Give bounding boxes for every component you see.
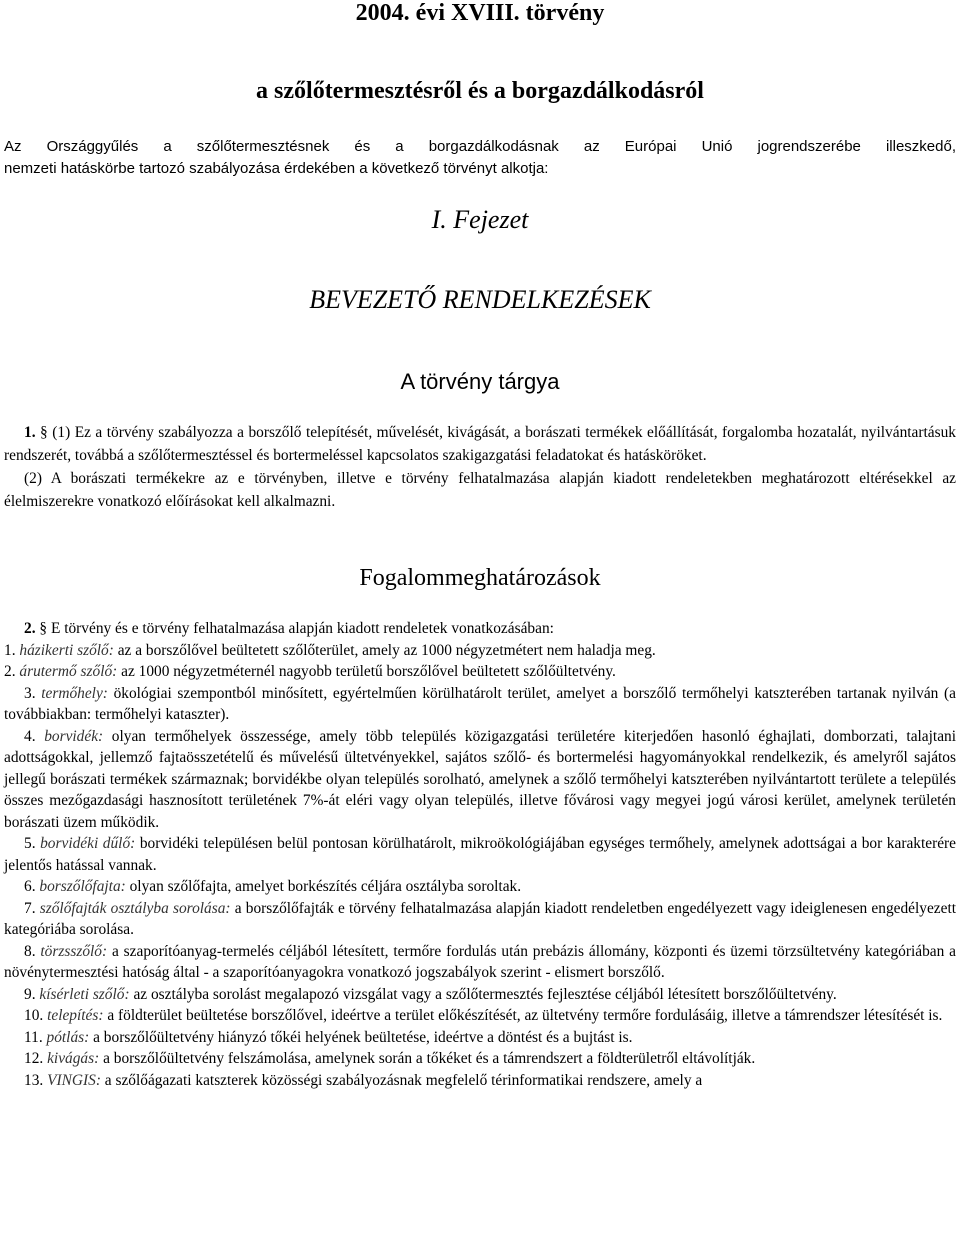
definitions-heading: Fogalommeghatározások	[359, 565, 601, 591]
definition-text: a borszőlőültetvény felszámolása, amelynek során a tőkéket és a támrendszert a földterületről eltávolítják.	[99, 1050, 756, 1067]
definition-term: házikerti szőlő:	[19, 641, 114, 659]
definition-item	[4, 661, 956, 683]
definition-number: 6.	[24, 878, 40, 895]
definition-item	[4, 833, 956, 876]
law-subtitle: a szőlőtermesztésről és a borgazdálkodásról	[256, 78, 704, 104]
definition-number: 9.	[24, 985, 40, 1003]
definition-item	[4, 1070, 956, 1092]
definition-text: a földterület beültetése borszőlővel, ideértve a terület előkészítését, az ültetvény termőre fordulásáig, illetve a támrendszer létesítését is.	[103, 1007, 943, 1024]
section-1-paragraph-2: (2) A borászati termékekre az e törvényben, illetve e törvény felhatalmazása alapján kiadott rendeletekben meghatározott eltérésekkel az élelmiszerekre vonatkozó előírásokat kell alkalmazni.	[4, 470, 956, 510]
chapter-heading: I. Fejezet	[431, 205, 529, 234]
definition-text: ökológiai szempontból minősített, egyértelműen körülhatárolt terület, amelyet a borszőlő termőhelyi katszterében tartanak nyilván (a továbbiakban: termőhelyi kataszter).	[4, 684, 956, 723]
definition-text: olyan szőlőfajta, amelyet borkészítés céljára osztályba soroltak.	[125, 878, 522, 895]
definition-text: a borszőlőfajták e törvény felhatalmazása alapján kiadott rendeletben engedélyezett vagy ideiglenesen engedélyezett kategóriába sorolása.	[4, 899, 957, 938]
definition-text: az a borszőlővel beültetett szőlőterület, amely az 1000 négyzetmétert nem haladja meg.	[113, 641, 656, 659]
definition-item	[4, 898, 956, 941]
definition-number: 1.	[4, 641, 20, 659]
definition-text: az osztályba sorolást megalapozó vizsgálat vagy a szőlőtermesztés fejlesztése céljából létesített borszőlőültetvény.	[129, 985, 837, 1003]
definition-item	[4, 941, 956, 984]
definition-item	[4, 640, 956, 662]
section-2-intro-text: E törvény és e törvény felhatalmazása alapján kiadott rendeletek vonatkozásában:	[47, 620, 554, 637]
definition-number: 5.	[24, 835, 41, 852]
section-1-text-1: (1) Ez a törvény szabályozza a borszőlő telepítését, művelését, kivágását, a borászati termékek előállítását, forgalomba hozatalát, nyilvántartásuk rendszerét, továbbá a szőlőtermesztéssel és bortermeléssel kapcsolatos szakigazgatási feladatokat és hatásköröket.	[4, 424, 956, 464]
definition-number: 11.	[24, 1028, 47, 1046]
definition-text: olyan termőhelyek összessége, amely több település közigazgatási területére kiterjedően hasonló éghajlati, domborzati, talajtani adottságokkal, jellemző fajtaösszetételű és művelésű ültetvényekkel, sajátos szőlő- és bortermelési hagyományokkal rendelkezik, és amelyről sajátos jellegű borászati termékek származnak; borvidékbe olyan település sorolható, amelynek a szőlő termőhelyi katszterében nyilvántartott területe a település összes mezőgazdasági hasznosított területének 7%-át eléri vagy olyan település, illetve fővárosi vagy megyei jogú városi kerület, amelynek területén borászati üzem működik.	[4, 727, 956, 831]
definition-item	[4, 984, 956, 1006]
definition-text: a borszőlőültetvény hiányzó tőkéi helyének beültetése, ideértve a döntést és a bujtást is.	[89, 1028, 633, 1046]
section-1-number: 1.	[24, 424, 36, 441]
definition-number: 2.	[4, 663, 20, 680]
definition-number: 12.	[24, 1050, 48, 1067]
definition-term: termőhely:	[41, 684, 108, 702]
definition-number: 7.	[24, 899, 40, 917]
preamble	[4, 136, 956, 180]
definition-term: árutermő szőlő:	[19, 663, 118, 680]
definition-term: kísérleti szőlő:	[39, 985, 130, 1003]
section-2-intro	[4, 618, 956, 640]
definition-item	[4, 683, 956, 726]
section-1	[4, 421, 956, 513]
definition-term: borvidék:	[44, 727, 104, 745]
definition-number: 10.	[24, 1007, 48, 1024]
law-title: 2004. évi XVIII. törvény	[355, 0, 605, 26]
definition-text: a szőlőágazati katszterek közösségi szabályozásnak megfelelő térinformatikai rendszere, amely a	[100, 1071, 703, 1089]
section-2	[4, 618, 956, 1091]
definition-item	[4, 876, 956, 898]
definition-number: 4.	[24, 727, 45, 745]
definition-item	[4, 1048, 956, 1070]
definition-term: szőlőfajták osztályba sorolása:	[39, 899, 231, 917]
definition-term: telepítés:	[47, 1007, 104, 1024]
definition-number: 3.	[24, 684, 42, 702]
definition-item	[4, 726, 956, 834]
section-symbol: §	[35, 424, 48, 441]
definition-term: kivágás:	[47, 1050, 100, 1067]
definition-number: 13.	[24, 1071, 48, 1089]
definition-text: a szaporítóanyag-termelés céljából létesített, termőre fordulás után prebázis állomány, központi és üzemi törzsültetvény kategóriában a növénytermesztési hatóság által - a szaporítóanyagokra vonatkozó jogszabályok szerint - elismert borszőlő.	[4, 942, 956, 981]
preamble-line-1: Az Országgyűlés a szőlőtermesztésnek és a borgazdálkodásnak az Európai Unió jogrendszerébe illeszkedő,	[4, 138, 956, 155]
definition-item	[4, 1005, 956, 1027]
definition-term: VINGIS:	[47, 1071, 101, 1089]
chapter-title: BEVEZETŐ RENDELKEZÉSEK	[309, 285, 651, 314]
section-symbol: §	[35, 620, 48, 637]
definition-text: az 1000 négyzetméternél nagyobb területű borszőlővel beültetett szőlőültetvény.	[117, 663, 616, 680]
definition-list	[4, 640, 956, 1092]
definition-term: borvidéki dűlő:	[40, 835, 136, 852]
definition-number: 8.	[24, 942, 41, 960]
preamble-line-2: nemzeti hatáskörbe tartozó szabályozása érdekében a következő törvényt alkotja:	[4, 160, 549, 177]
definition-term: törzsszőlő:	[40, 942, 108, 960]
subject-heading: A törvény tárgya	[400, 369, 560, 394]
section-1-paragraph-1	[4, 421, 956, 467]
definition-item	[4, 1027, 956, 1049]
definition-term: pótlás:	[46, 1028, 90, 1046]
document-page	[4, 0, 957, 1089]
definition-term: borszőlőfajta:	[39, 878, 126, 895]
section-2-number: 2.	[24, 620, 36, 637]
definition-text: borvidéki településen belül pontosan körülhatárolt, mikroökológiájában egységes termőhely, amelynek adottságai a bor karakterére jelentős hatással vannak.	[4, 835, 956, 874]
